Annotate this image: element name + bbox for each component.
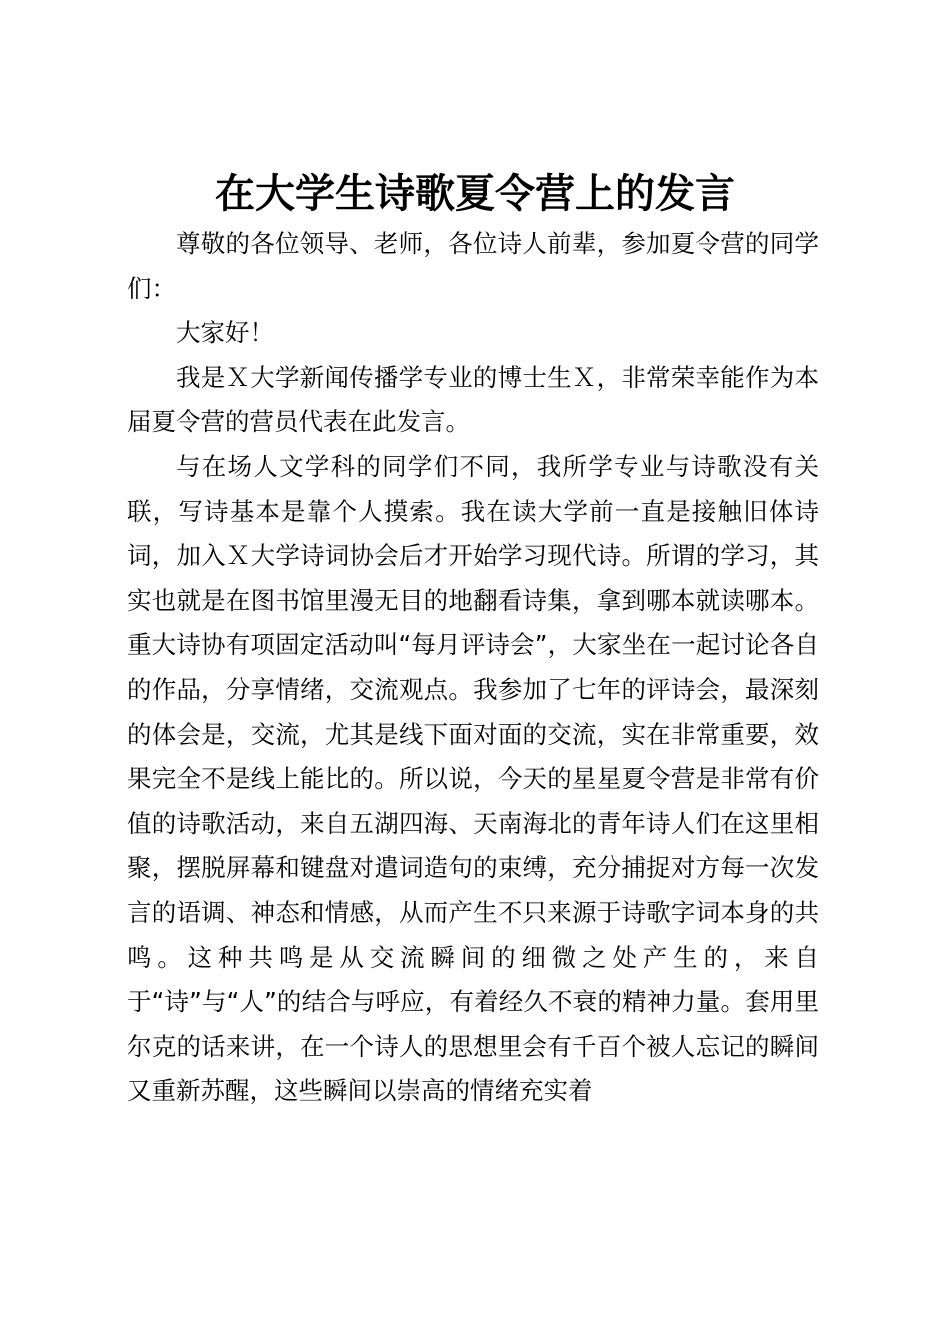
paragraph-greeting: 大家好！: [176, 318, 274, 348]
document-body: [127, 222, 819, 1114]
document-title: 在大学生诗歌夏令营上的发言: [215, 170, 735, 217]
paragraph-salutation: 尊敬的各位领导、老师，各位诗人前辈，参加夏令营的同学们：: [127, 229, 819, 303]
paragraph-main: 与在场人文学科的同学们不同，我所学专业与诗歌没有关联，写诗基本是靠个人摸索。我在读大学前一直是接触旧体诗词，加入Ｘ大学诗词协会后才开始学习现代诗。所谓的学习，其实也就是在图书馆里漫无目的地翻看诗集，拿到哪本就读哪本。重大诗协有项固定活动叫“每月评诗会”，大家坐在一起讨论各自的作品，分享情绪，交流观点。我参加了七年的评诗会，最深刻的体会是，交流，尤其是线下面对面的交流，实在非常重要，效果完全不是线上能比的。所以说，今天的星星夏令营是非常有价值的诗歌活动，来自五湖四海、天南海北的青年诗人们在这里相聚，摆脱屏幕和键盘对遣词造句的束缚，充分捕捉对方每一次发言的语调、神态和情感，从而产生不只来源于诗歌字词本身的共鸣。这种共鸣是从交流瞬间的细微之处产生的，来自于“诗”与“人”的结合与呼应，有着经久不衰的精神力量。套用里尔克的话来讲，在一个诗人的思想里会有千百个被人忘记的瞬间又重新苏醒，这些瞬间以崇高的情绪充实着: [127, 451, 819, 1106]
paragraph-introduction: 我是Ｘ大学新闻传播学专业的博士生Ｘ，非常荣幸能作为本届夏令营的营员代表在此发言。: [127, 362, 819, 437]
